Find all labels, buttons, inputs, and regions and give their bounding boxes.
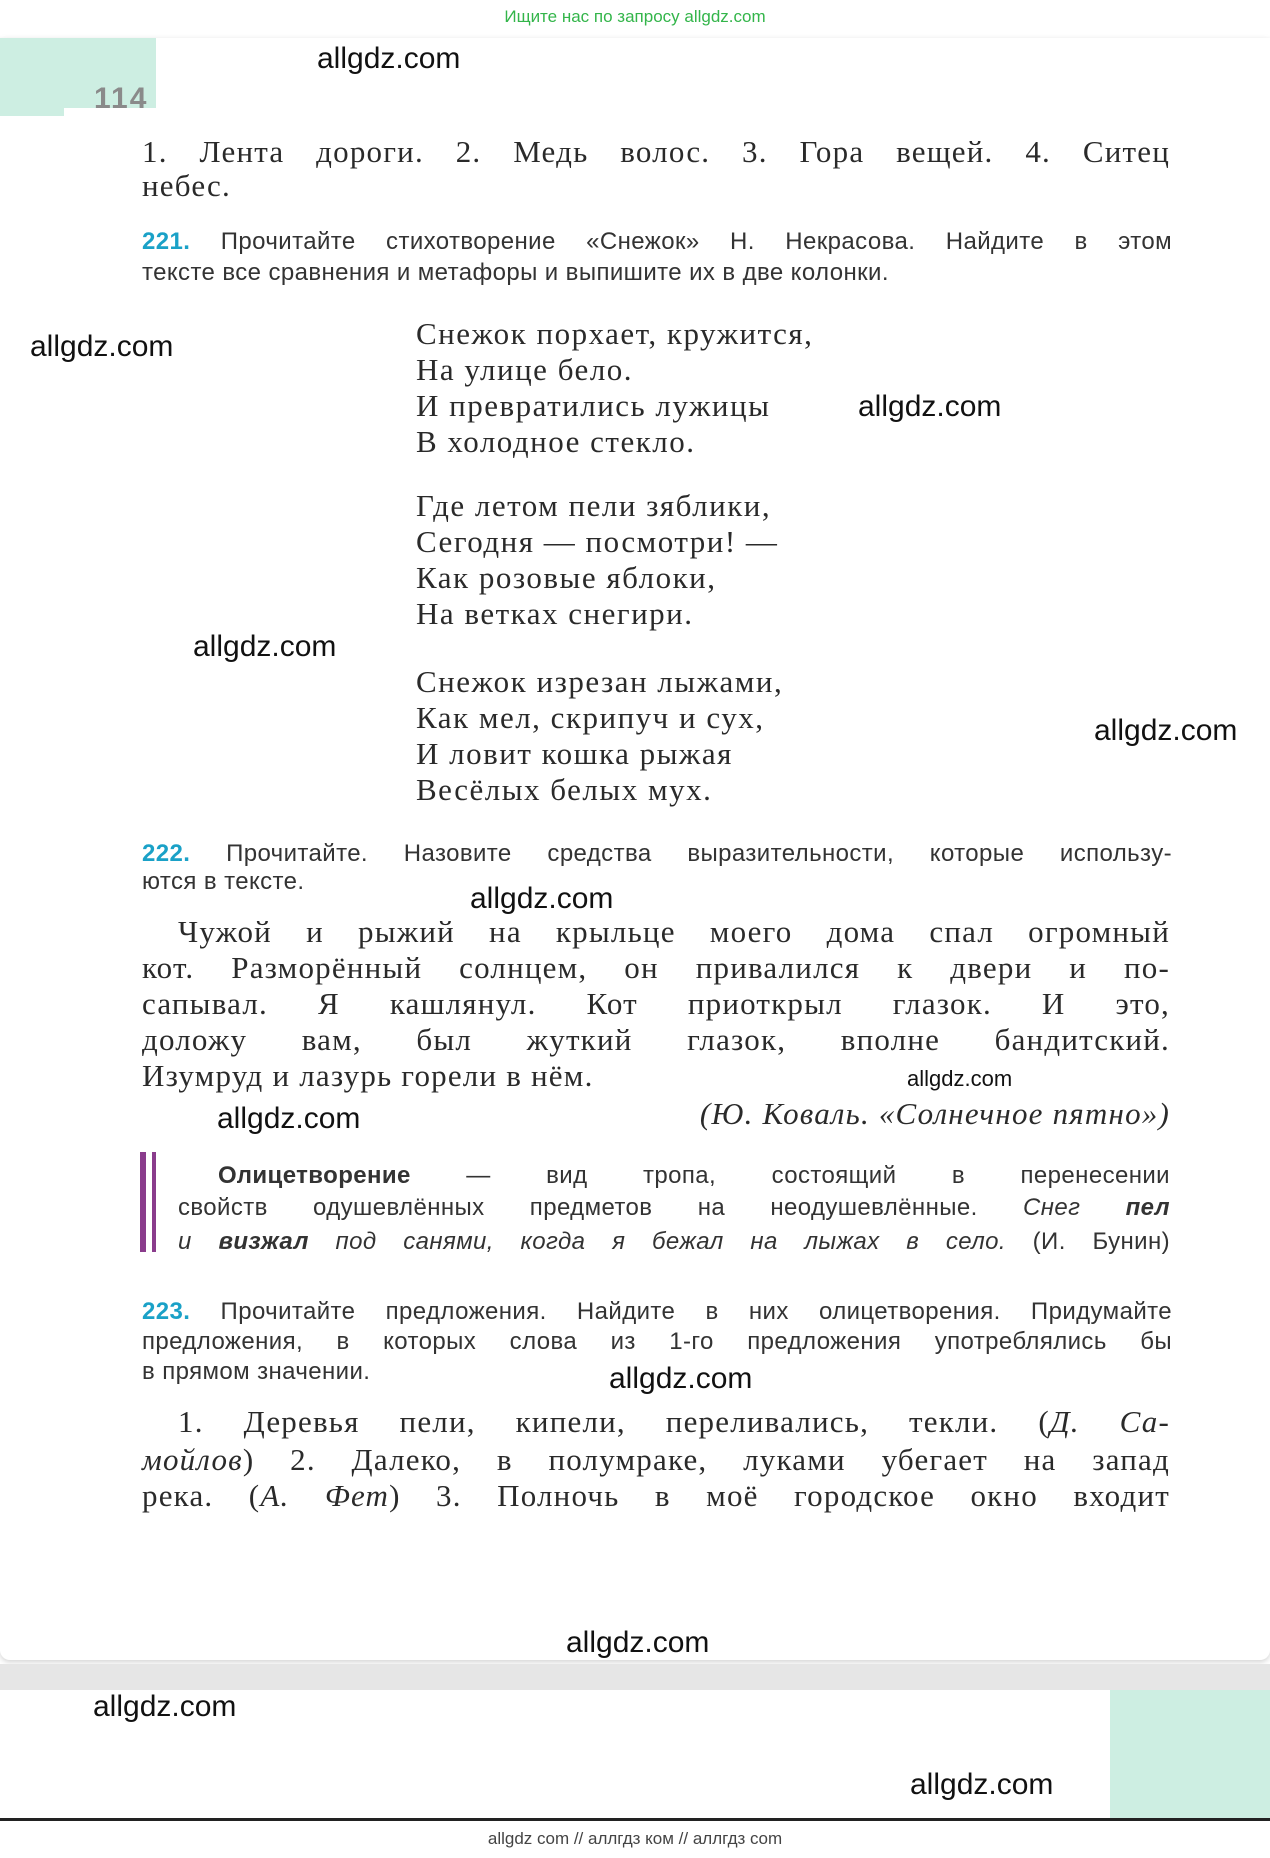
poem-line: И ловит кошка рыжая (416, 736, 733, 771)
poem-line: На улице бело. (416, 352, 634, 387)
exercise-222-line-2: ются в тексте. (142, 868, 305, 895)
page-gap (0, 1664, 1270, 1690)
rule-line-1 (218, 1162, 1170, 1190)
rule-marker-bar-thin (152, 1152, 156, 1252)
poem-stanza-3 (416, 664, 783, 808)
exercise-222-text-line: Изумруд и лазурь горели в нём. (142, 1058, 594, 1093)
answer-line-1: 1. Лента дороги. 2. Медь волос. 3. Гора вещей. 4. Ситец (142, 134, 1170, 169)
answer-line-2: небес. (142, 168, 231, 203)
poem-line: В холодное стекло. (416, 424, 696, 459)
watermark: allgdz.com (609, 1362, 753, 1395)
page-corner-decor (1110, 1690, 1270, 1818)
poem-line: Как розовые яблоки, (416, 560, 717, 595)
rule-example: и (178, 1228, 192, 1255)
exercise-223-line-3: в прямом значении. (142, 1358, 371, 1385)
watermark: allgdz.com (30, 330, 174, 363)
poem-line: На ветках снегири. (416, 596, 694, 631)
poem-stanza-2 (416, 488, 778, 632)
poem-line: Сегодня — посмотри! — (416, 524, 779, 559)
watermark: allgdz.com (910, 1768, 1054, 1801)
watermark: allgdz.com (470, 882, 614, 915)
exercise-223-author: мойлов (142, 1442, 243, 1477)
exercise-223-task: Прочитайте предложения. Найдите в них олицетворения. Придумайте (220, 1298, 1172, 1325)
poem-line: И превратились лужицы (416, 388, 771, 423)
poem-line: Весёлых белых мух. (416, 772, 713, 807)
rule-line-3 (178, 1228, 1170, 1256)
rule-example-author: (И. Бунин) (1032, 1228, 1170, 1255)
watermark: allgdz.com (1094, 714, 1238, 747)
exercise-221-task: Прочитайте стихотворение «Снежок» Н. Некрасова. Найдите в этом (220, 228, 1172, 255)
exercise-223-sentence: река. ( (142, 1478, 261, 1513)
watermark: allgdz.com (907, 1066, 1013, 1091)
exercise-221-line-1 (142, 228, 1172, 256)
exercise-222-text-line: сапывал. Я кашлянул. Кот приоткрыл глазок. И это, (142, 986, 1170, 1021)
exercise-222-task: Прочитайте. Назовите средства выразительности, которые использу- (226, 840, 1172, 867)
exercise-223-text-line (178, 1404, 1170, 1440)
exercise-223-sentence: 1. Деревья пели, кипели, переливались, текли. ( (178, 1404, 1050, 1439)
footer-links: allgdz com // аллгдз ком // аллгдз com (0, 1822, 1270, 1858)
exercise-223-sentence: ) 2. Далеко, в полумраке, луками убегает на запад (242, 1442, 1170, 1477)
footer-divider (0, 1818, 1270, 1821)
rule-example: Снег (1022, 1194, 1081, 1221)
exercise-223-line-1 (142, 1298, 1172, 1326)
watermark: allgdz.com (93, 1690, 237, 1723)
rule-example-highlight: визжал (218, 1228, 309, 1255)
poem-line: Снежок изрезан лыжами, (416, 664, 784, 699)
exercise-223-author: А. Фет (260, 1478, 390, 1513)
watermark: allgdz.com (193, 630, 337, 663)
exercise-222-text-line: кот. Разморённый солнцем, он привалился к двери и по- (142, 950, 1170, 985)
rule-example-highlight: пел (1125, 1194, 1171, 1221)
rule-term: Олицетворение (218, 1162, 411, 1189)
page-corner-decor-strip (0, 108, 64, 116)
watermark: allgdz.com (858, 390, 1002, 423)
page-number: 114 (94, 82, 149, 115)
rule-marker-bar (140, 1152, 146, 1252)
rule-definition-cont: свойств одушевлённых предметов на неодушевлённые. (178, 1194, 978, 1221)
rule-definition: — вид тропа, состоящий в перенесении (466, 1162, 1170, 1189)
exercise-221-line-2: тексте все сравнения и метафоры и выпишите их в две колонки. (142, 259, 889, 286)
exercise-223-sentence: ) 3. Полночь в моё городское окно входит (389, 1478, 1170, 1513)
exercise-222-source: (Ю. Коваль. «Солнечное пятно») (699, 1096, 1170, 1131)
exercise-223-number: 223. (142, 1298, 191, 1325)
watermark: allgdz.com (217, 1102, 361, 1135)
watermark: allgdz.com (317, 42, 461, 75)
exercise-222-line-1 (142, 840, 1172, 868)
rule-example: под санями, когда я бежал на лыжах в село. (335, 1228, 1006, 1255)
exercise-223-text-line (142, 1478, 1170, 1514)
poem-line: Как мел, скрипуч и сух, (416, 700, 765, 735)
exercise-223-line-2: предложения, в которых слова из 1-го предложения употреблялись бы (142, 1328, 1172, 1355)
rule-line-2 (178, 1194, 1170, 1222)
exercise-221-number: 221. (142, 228, 191, 255)
exercise-223-author: Д. Са- (1049, 1404, 1170, 1439)
watermark: allgdz.com (566, 1626, 710, 1659)
exercise-222-text-line: доложу вам, был жуткий глазок, вполне бандитский. (142, 1022, 1170, 1057)
top-banner: Ищите нас по запросу allgdz.com (0, 0, 1270, 36)
exercise-222-number: 222. (142, 840, 191, 867)
poem-stanza-1 (416, 316, 813, 460)
exercise-222-text-line: Чужой и рыжий на крыльце моего дома спал огромный (178, 914, 1170, 949)
poem-line: Где летом пели зяблики, (416, 488, 772, 523)
poem-line: Снежок порхает, кружится, (416, 316, 814, 351)
exercise-223-text-line (142, 1442, 1170, 1478)
